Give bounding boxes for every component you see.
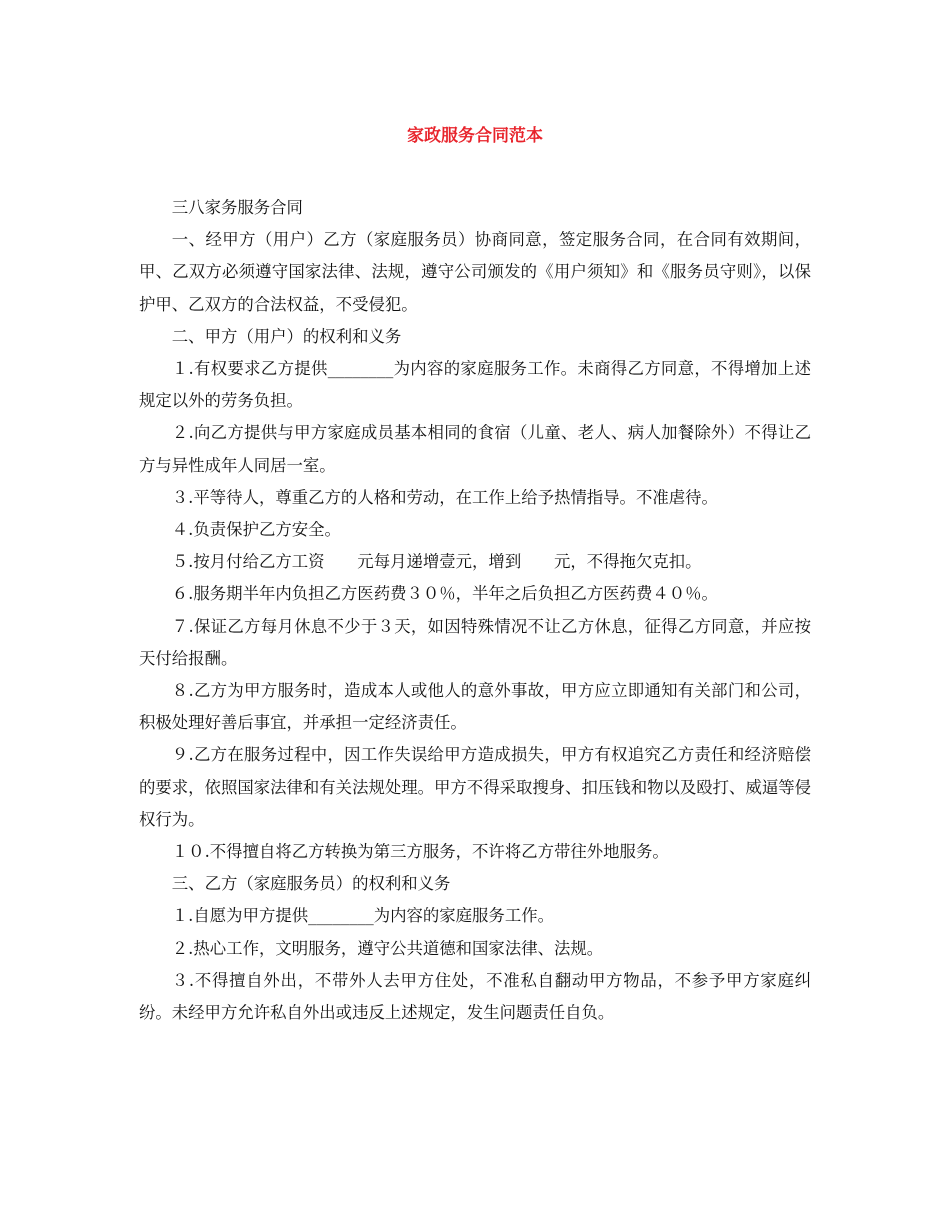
paragraph: 一、经甲方（用户）乙方（家庭服务员）协商同意，签定服务合同，在合同有效期间，甲、乙双方必须遵守国家法律、法规，遵守公司颁发的《用户须知》和《服务员守则》，以保护甲、乙双方的合法权益，不受侵犯。 — [139, 230, 811, 314]
clause: ２.热心工作，文明服务，遵守公共道德和国家法律、法规。 — [171, 938, 604, 958]
paragraph: 三八家务服务合同 — [171, 198, 303, 217]
clause: ７.保证乙方每月休息不少于３天，如因特殊情况不让乙方休息，征得乙方同意，并应按天付给报酬。 — [139, 616, 811, 668]
clause: １０.不得擅自将乙方转换为第三方服务，不许将乙方带往外地服务。 — [171, 842, 669, 862]
clause: ３.不得擅自外出，不带外人去甲方住处，不准私自翻动甲方物品，不参予甲方家庭纠纷。未经甲方允许私自外出或违反上述规定，发生问题责任自负。 — [139, 970, 811, 1023]
section-heading: 三、乙方（家庭服务员）的权利和义务 — [171, 874, 451, 894]
document-body — [139, 192, 811, 1029]
clause: ５.按月付给乙方工资 元每月递增壹元，增到 元，不得拖欠克扣。 — [171, 552, 702, 572]
document-title: 家政服务合同范本 — [407, 126, 543, 146]
clause: １.自愿为甲方提供________为内容的家庭服务工作。 — [171, 906, 554, 926]
section-heading: 二、甲方（用户）的权利和义务 — [171, 326, 402, 346]
clause: ８.乙方为甲方服务时，造成本人或他人的意外事故，甲方应立即通知有关部门和公司，积极处理好善后事宜，并承担一定经济责任。 — [139, 681, 811, 733]
clause: ９.乙方在服务过程中，因工作失误给甲方造成损失，甲方有权追究乙方责任和经济赔偿的要求，依照国家法律和有关法规处理。甲方不得采取搜身、扣压钱和物以及殴打、威逼等侵权行为。 — [139, 745, 812, 829]
clause: ６.服务期半年内负担乙方医药费３０％，半年之后负担乙方医药费４０％。 — [171, 584, 718, 604]
clause: ４.负责保护乙方安全。 — [171, 520, 341, 540]
clause: １.有权要求乙方提供________为内容的家庭服务工作。未商得乙方同意，不得增加上述规定以外的劳务负担。 — [139, 359, 811, 411]
clause: ２.向乙方提供与甲方家庭成员基本相同的食宿（儿童、老人、病人加餐除外）不得让乙方与异性成年人同居一室。 — [139, 423, 811, 475]
clause: ３.平等待人，尊重乙方的人格和劳动，在工作上给予热情指导。不准虐待。 — [171, 487, 718, 507]
